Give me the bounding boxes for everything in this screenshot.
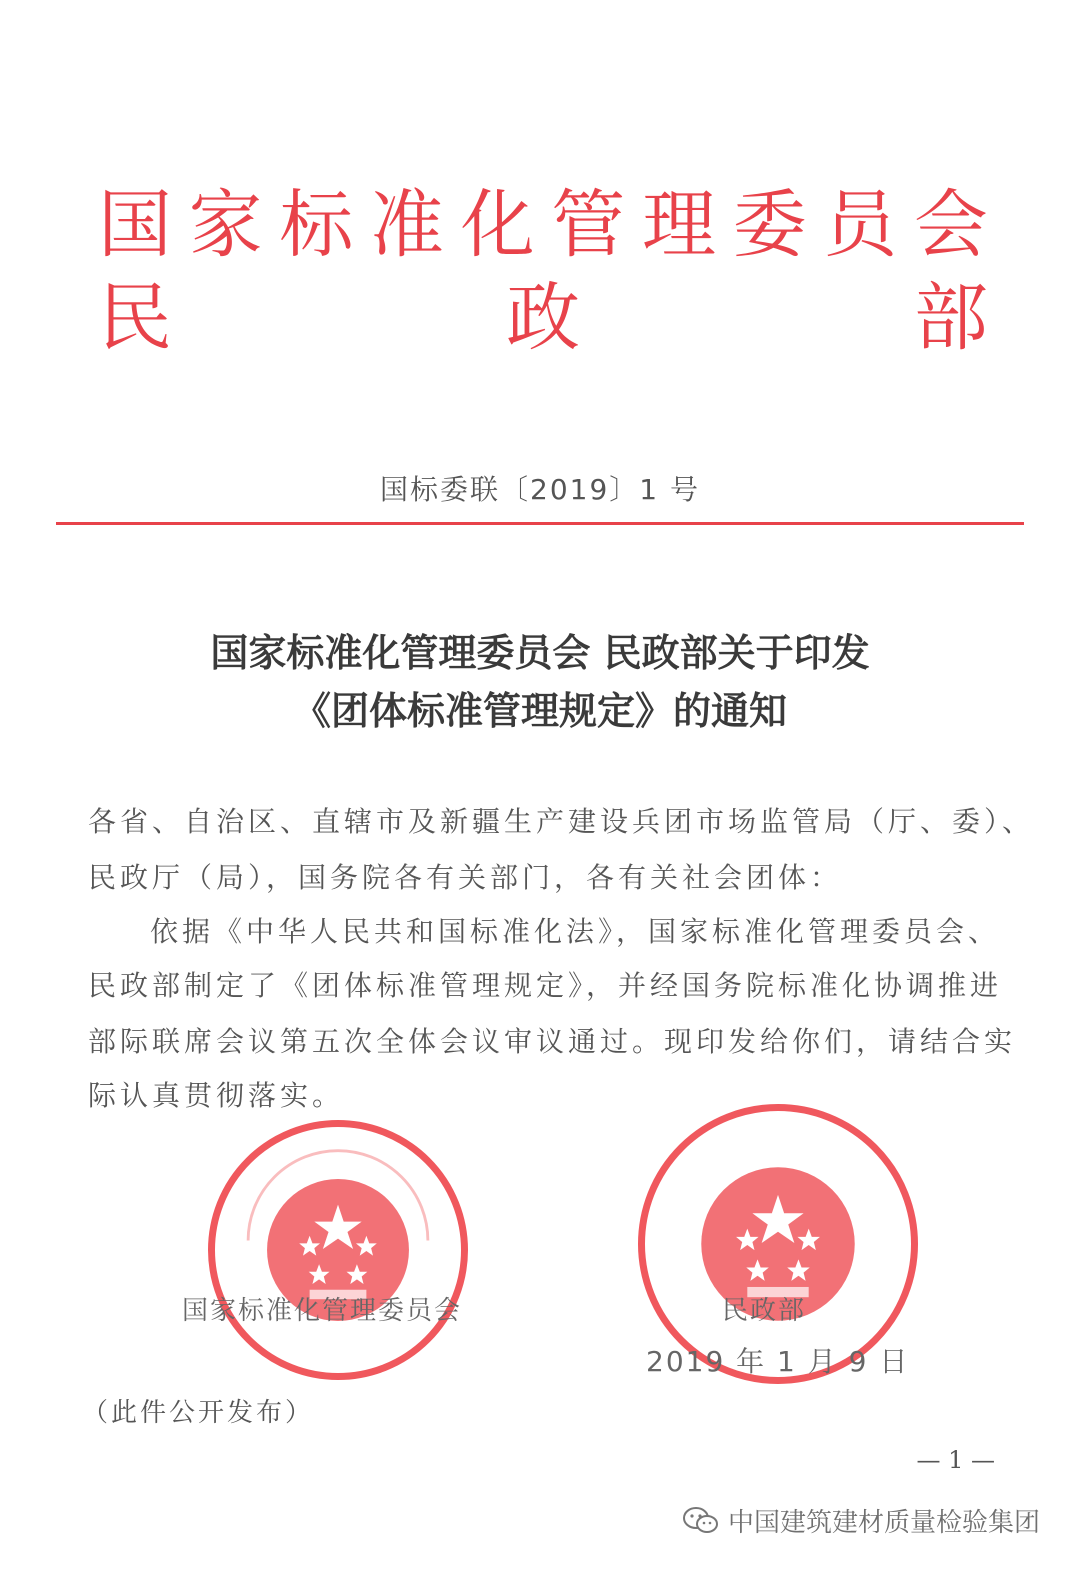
header-char: 委 — [732, 182, 807, 268]
header-char: 管 — [551, 182, 626, 268]
addressee-line-2: 民政厅（局），国务院各有关部门，各有关社会团体： — [88, 861, 843, 894]
left-official-seal — [208, 1120, 468, 1380]
addressee-line-1: 各省、自治区、直辖市及新疆生产建设兵团市场监管局（厅、委）、 — [88, 805, 1035, 838]
body-paragraph-line-2: 民政部制定了《团体标准管理规定》，并经国务院标准化协调推进 — [88, 969, 1003, 1002]
issue-date: 2019 年 1 月 9 日 — [646, 1345, 910, 1378]
publication-note: （此件公开发布） — [82, 1398, 315, 1428]
header-char: 化 — [460, 182, 535, 268]
header-char: 员 — [823, 182, 898, 268]
signature-right: 民政部 — [722, 1296, 807, 1326]
document-title-line-1: 国家标准化管理委员会 民政部关于印发 — [210, 631, 870, 675]
header-char: 民 — [98, 275, 172, 361]
seal-emblem-icon — [645, 1111, 911, 1377]
header-char: 理 — [641, 182, 716, 268]
page-number: — 1 — — [916, 1446, 995, 1474]
body-paragraph-line-3: 部际联席会议第五次全体会议审议通过。现印发给你们，请结合实 — [88, 1025, 1017, 1058]
header-char: 政 — [506, 275, 580, 361]
header-char: 部 — [914, 275, 988, 361]
header-char: 国 — [98, 182, 172, 268]
body-paragraph-line-4: 际认真贯彻落实。 — [88, 1079, 345, 1112]
watermark — [682, 1502, 1040, 1539]
signature-left: 国家标准化管理委员会 — [182, 1296, 463, 1326]
body-paragraph-line-1: 依据《中华人民共和国标准化法》，国家标准化管理委员会、 — [150, 915, 1001, 948]
wechat-icon — [682, 1506, 720, 1536]
document-number: 国标委联〔2019〕1 号 — [380, 473, 700, 506]
seal-emblem-icon — [215, 1127, 461, 1373]
issuer-header-line-2 — [98, 275, 988, 361]
document-title-line-2: 《团体标准管理规定》的通知 — [292, 689, 787, 733]
header-char: 准 — [369, 182, 444, 268]
header-char: 会 — [913, 182, 988, 268]
header-char: 家 — [188, 182, 263, 268]
red-divider — [56, 522, 1024, 525]
watermark-text: 中国建筑建材质量检验集团 — [727, 1508, 1040, 1538]
header-char: 标 — [279, 182, 354, 268]
issuer-header-line-1 — [98, 182, 988, 268]
